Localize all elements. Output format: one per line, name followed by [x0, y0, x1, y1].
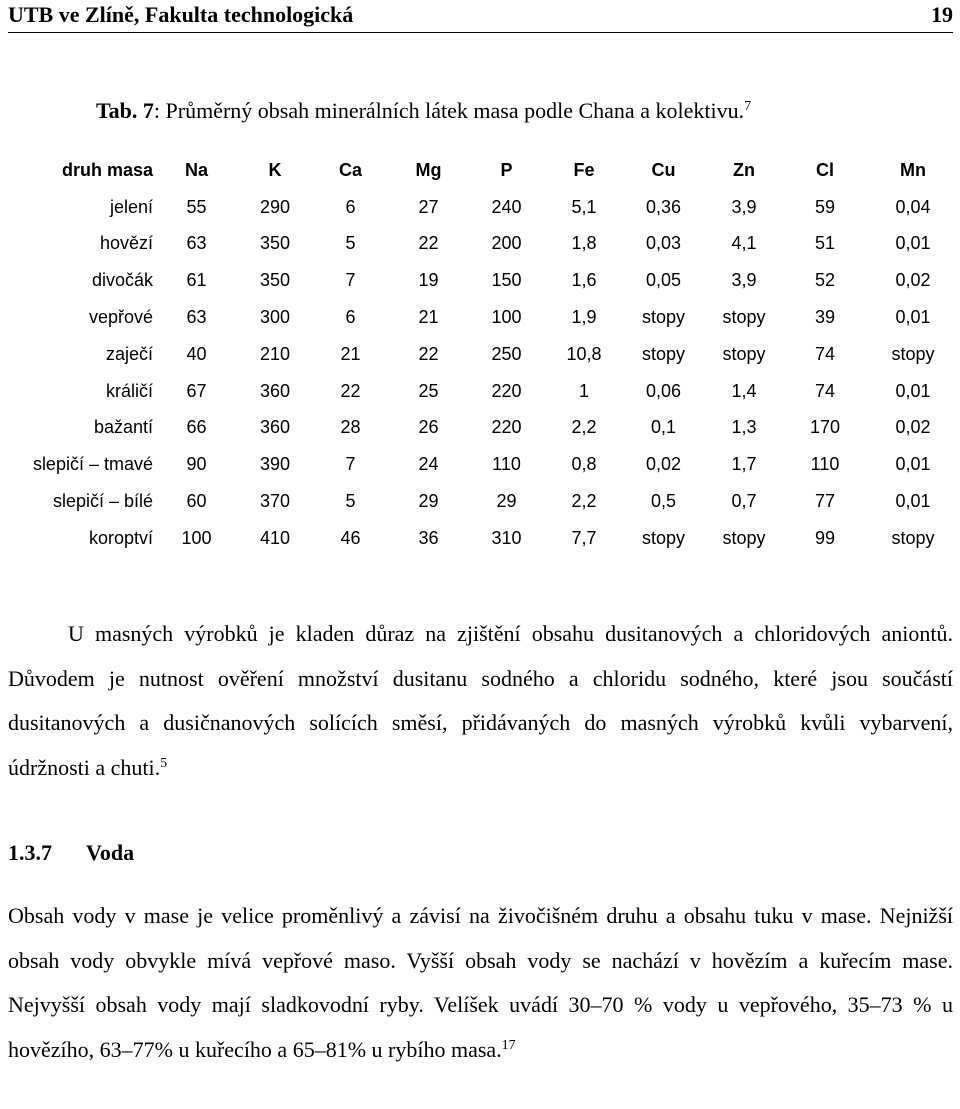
- meat-type-cell: divočák: [91, 270, 153, 291]
- paragraph-nitrites: [8, 612, 953, 790]
- mineral-content-table: [0, 152, 960, 557]
- value-cell: 0,06: [645, 380, 682, 401]
- value-cell: 51: [814, 233, 836, 254]
- table-body: [0, 189, 960, 557]
- value-cell: 0,7: [731, 491, 757, 512]
- value-cell: 2,2: [571, 417, 597, 438]
- table-row: [0, 189, 960, 226]
- paragraph-water: [8, 894, 953, 1072]
- value-cell: 110: [492, 454, 521, 475]
- column-header: Zn: [733, 159, 755, 180]
- value-cell: 4,1: [731, 233, 757, 254]
- meat-type-cell: slepičí – tmavé: [32, 454, 153, 475]
- value-cell: 5: [345, 491, 356, 512]
- table-row: [0, 336, 960, 373]
- value-cell: 22: [418, 343, 439, 364]
- value-cell: stopy: [641, 527, 686, 548]
- value-cell: stopy: [641, 307, 686, 328]
- value-cell: 360: [259, 380, 291, 401]
- meat-type-cell: hovězí: [99, 233, 153, 254]
- section-heading: [8, 840, 134, 866]
- value-cell: 46: [340, 527, 361, 548]
- value-cell: 0,02: [895, 417, 931, 438]
- value-cell: 26: [418, 417, 439, 438]
- value-cell: 210: [259, 343, 291, 364]
- value-cell: 100: [491, 307, 522, 328]
- value-cell: 19: [418, 270, 439, 291]
- table-row: [0, 483, 960, 520]
- value-cell: 77: [814, 491, 836, 512]
- value-cell: 21: [340, 343, 361, 364]
- value-cell: 0,02: [895, 270, 931, 291]
- meat-type-cell: zaječí: [105, 343, 153, 364]
- value-cell: 100: [181, 527, 212, 548]
- column-header: Fe: [573, 159, 595, 180]
- value-cell: 22: [340, 380, 361, 401]
- value-cell: 1,8: [571, 233, 597, 254]
- value-cell: stopy: [891, 527, 935, 548]
- meat-type-cell: jelení: [109, 196, 153, 217]
- value-cell: 1: [578, 380, 589, 401]
- column-header: Cu: [651, 159, 676, 180]
- value-cell: 1,3: [731, 417, 757, 438]
- value-cell: 40: [186, 343, 207, 364]
- value-cell: stopy: [722, 307, 766, 328]
- value-cell: 0,04: [895, 196, 931, 217]
- value-cell: 220: [491, 417, 522, 438]
- value-cell: 90: [186, 454, 207, 475]
- value-cell: 36: [418, 527, 439, 548]
- value-cell: 39: [814, 307, 836, 328]
- value-cell: 200: [491, 233, 522, 254]
- value-cell: 220: [491, 380, 522, 401]
- value-cell: 63: [186, 233, 207, 254]
- value-cell: 170: [809, 417, 841, 438]
- value-cell: 7: [345, 270, 356, 291]
- value-cell: 2,2: [571, 491, 597, 512]
- value-cell: 29: [418, 491, 439, 512]
- value-cell: 3,9: [731, 196, 757, 217]
- value-cell: 7: [345, 454, 356, 475]
- table-row: [0, 262, 960, 299]
- value-cell: 310: [491, 527, 522, 548]
- value-cell: 22: [418, 233, 439, 254]
- value-cell: 240: [491, 196, 522, 217]
- table-caption-reference: 7: [744, 99, 752, 114]
- table-caption: [96, 98, 751, 124]
- value-cell: 390: [259, 454, 291, 475]
- value-cell: 0,01: [895, 454, 931, 475]
- value-cell: stopy: [641, 343, 686, 364]
- table-row: [0, 226, 960, 263]
- value-cell: 0,01: [895, 380, 931, 401]
- value-cell: 360: [259, 417, 291, 438]
- value-cell: 99: [814, 527, 836, 548]
- value-cell: 5: [345, 233, 356, 254]
- section-title: Voda: [86, 840, 135, 865]
- value-cell: 52: [814, 270, 836, 291]
- table-row: [0, 373, 960, 410]
- value-cell: 0,03: [645, 233, 682, 254]
- value-cell: 60: [186, 491, 207, 512]
- value-cell: 1,4: [731, 380, 757, 401]
- value-cell: 0,5: [650, 491, 677, 512]
- value-cell: 0,8: [571, 454, 597, 475]
- value-cell: 24: [418, 454, 439, 475]
- table-header-row: [0, 152, 960, 189]
- value-cell: 21: [418, 307, 439, 328]
- table-row: [0, 446, 960, 483]
- value-cell: 67: [186, 380, 207, 401]
- column-header: Mg: [415, 159, 442, 180]
- page-number: 19: [931, 2, 953, 27]
- value-cell: stopy: [891, 343, 935, 364]
- section-number: 1.3.7: [8, 840, 52, 865]
- value-cell: 61: [186, 270, 207, 291]
- value-cell: 350: [259, 270, 291, 291]
- value-cell: 300: [259, 307, 291, 328]
- value-cell: 0,36: [645, 196, 682, 217]
- value-cell: stopy: [722, 527, 766, 548]
- value-cell: 59: [814, 196, 836, 217]
- running-header: [8, 0, 953, 33]
- value-cell: 250: [491, 343, 522, 364]
- meat-type-cell: koroptví: [88, 527, 153, 548]
- paragraph-water-text: Obsah vody v mase je velice proměnlivý a závisí na živočišném druhu a obsahu tuku v mase. Nejnižší obsah vody obvykle mívá vepřové maso. Vyšší obsah vody se nachází v hovězím a kuřecím mase. Nejvyšší obsah vody mají sladkovodní ryby. Velíšek uvádí 30–70 % vody u vepřového, 35–73 % u hovězího, 63–77% u kuřecího a 65–81% u rybího masa.: [8, 903, 953, 1062]
- value-cell: 66: [186, 417, 207, 438]
- column-header: Mn: [900, 159, 926, 180]
- column-header: K: [268, 159, 282, 180]
- value-cell: 0,01: [895, 491, 931, 512]
- value-cell: 27: [418, 196, 439, 217]
- value-cell: 29: [496, 491, 517, 512]
- table-row: [0, 410, 960, 447]
- value-cell: 0,05: [645, 270, 682, 291]
- value-cell: stopy: [722, 343, 766, 364]
- table-caption-label: Tab. 7: [96, 98, 154, 123]
- value-cell: 74: [814, 343, 836, 364]
- column-header: P: [500, 159, 513, 180]
- value-cell: 410: [259, 527, 291, 548]
- paragraph-nitrites-reference: 5: [160, 755, 168, 771]
- value-cell: 1,6: [571, 270, 597, 291]
- paragraph-nitrites-text: U masných výrobků je kladen důraz na zjištění obsahu dusitanových a chloridových aniontů. Důvodem je nutnost ověření množství dusitanu sodného a chloridu sodného, které jsou součástí dusitanových a dusičnanových solících směsí, přidávaných do masných výrobků kvůli vybarvení, údržnosti a chuti.: [8, 621, 953, 780]
- value-cell: 6: [345, 307, 356, 328]
- value-cell: 25: [418, 380, 439, 401]
- paragraph-water-reference: 17: [501, 1037, 516, 1053]
- value-cell: 150: [491, 270, 522, 291]
- header-title: UTB ve Zlíně, Fakulta technologická: [8, 2, 354, 27]
- table-caption-text: : Průměrný obsah minerálních látek masa podle Chana a kolektivu.: [153, 98, 745, 123]
- value-cell: 350: [259, 233, 291, 254]
- value-cell: 0,01: [895, 307, 931, 328]
- value-cell: 370: [259, 491, 291, 512]
- table-row: [0, 520, 960, 557]
- meat-type-cell: vepřové: [88, 307, 153, 328]
- value-cell: 3,9: [731, 270, 757, 291]
- value-cell: 0,1: [650, 417, 677, 438]
- value-cell: 63: [186, 307, 207, 328]
- value-cell: 55: [186, 196, 207, 217]
- value-cell: 1,9: [571, 307, 597, 328]
- value-cell: 110: [810, 454, 840, 475]
- meat-type-cell: slepičí – bílé: [52, 491, 153, 512]
- value-cell: 1,7: [731, 454, 757, 475]
- column-header: druh masa: [61, 159, 153, 180]
- meat-type-cell: bažantí: [93, 417, 153, 438]
- value-cell: 0,01: [895, 233, 931, 254]
- value-cell: 28: [340, 417, 361, 438]
- column-header: Cl: [816, 159, 834, 180]
- meat-type-cell: králičí: [105, 380, 153, 401]
- table-row: [0, 299, 960, 336]
- value-cell: 6: [345, 196, 356, 217]
- value-cell: 5,1: [571, 196, 597, 217]
- value-cell: 0,02: [645, 454, 682, 475]
- value-cell: 290: [259, 196, 291, 217]
- column-header: Na: [184, 159, 208, 180]
- value-cell: 7,7: [571, 527, 597, 548]
- value-cell: 74: [814, 380, 836, 401]
- value-cell: 10,8: [566, 343, 602, 364]
- column-header: Ca: [338, 159, 362, 180]
